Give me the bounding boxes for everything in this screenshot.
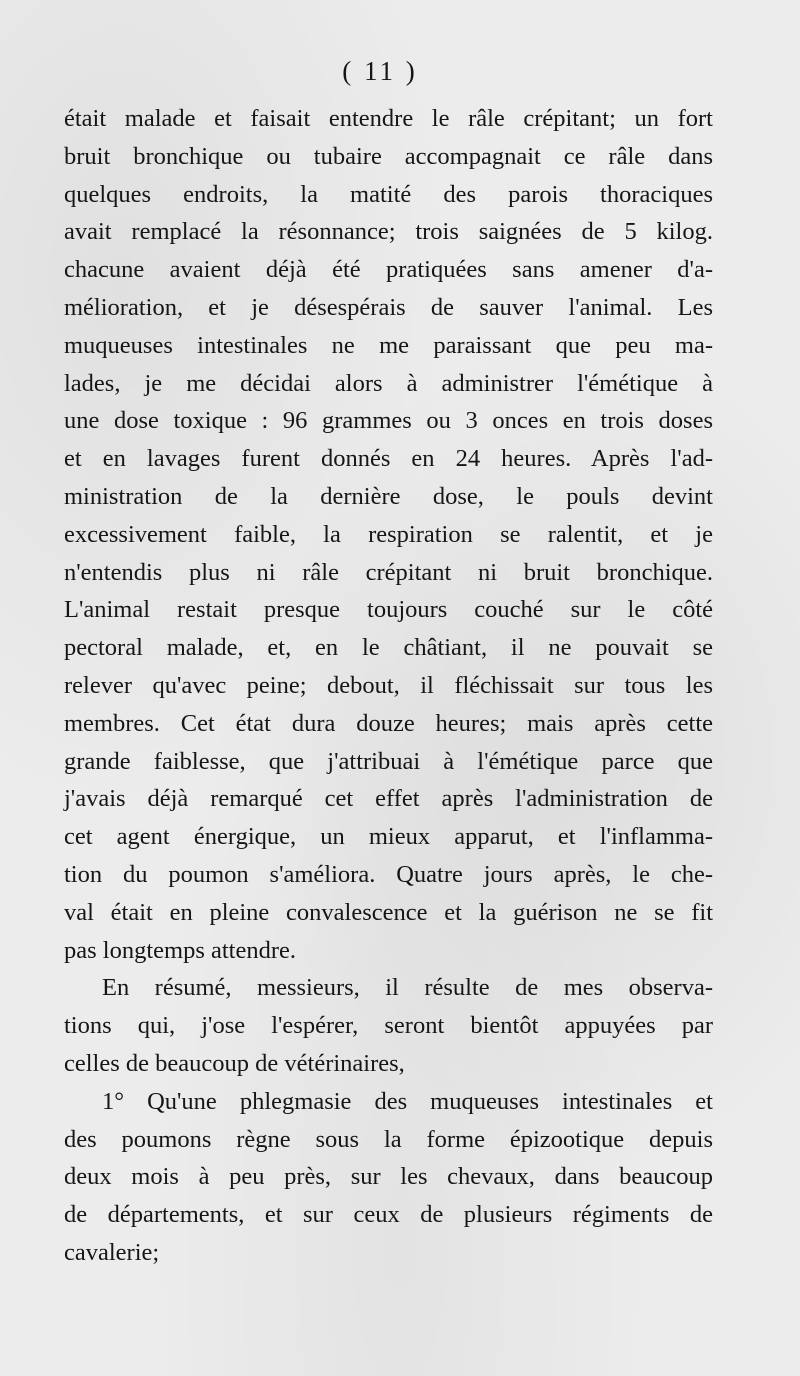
text-line: val était en pleine convalescence et la guérison ne se fit — [64, 898, 713, 926]
text-line: et en lavages furent donnés en 24 heures. Après l'ad- — [64, 445, 713, 473]
text-line: cet agent énergique, un mieux apparut, et l'inflamma- — [64, 823, 713, 851]
text-line: 1° Qu'une phlegmasie des muqueuses intestinales et — [102, 1087, 713, 1115]
text-line: des poumons règne sous la forme épizootique depuis — [64, 1125, 713, 1153]
paragraph-summary — [64, 969, 713, 1082]
text-line: relever qu'avec peine; debout, il fléchissait sur tous les — [64, 671, 713, 699]
text-line: membres. Cet état dura douze heures; mais après cette — [64, 709, 713, 737]
text-line: En résumé, messieurs, il résulte de mes observa- — [102, 974, 713, 1002]
text-line: avait remplacé la résonnance; trois saignées de 5 kilog. — [64, 218, 713, 246]
text-line: celles de beaucoup de vétérinaires, — [64, 1049, 405, 1077]
paragraph-conclusion-1 — [64, 1083, 713, 1272]
text-line: L'animal restait presque toujours couché sur le côté — [64, 596, 713, 624]
page-number: ( 11 ) — [342, 56, 418, 86]
text-line: n'entendis plus ni râle crépitant ni bruit bronchique. — [64, 558, 713, 586]
body-text — [64, 100, 713, 1272]
text-line: une dose toxique : 96 grammes ou 3 onces en trois doses — [64, 407, 713, 435]
text-line: bruit bronchique ou tubaire accompagnait ce râle dans — [64, 142, 713, 170]
text-line: tions qui, j'ose l'espérer, seront bientôt appuyées par — [64, 1012, 713, 1040]
text-line: quelques endroits, la matité des parois thoraciques — [64, 180, 713, 208]
text-line: mélioration, et je désespérais de sauver l'animal. Les — [64, 293, 713, 321]
text-line: pas longtemps attendre. — [64, 936, 297, 964]
text-line: ministration de la dernière dose, le pouls devint — [64, 482, 713, 510]
text-line: pectoral malade, et, en le châtiant, il ne pouvait se — [64, 634, 713, 662]
text-line: de départements, et sur ceux de plusieurs régiments de — [64, 1201, 713, 1229]
text-line: chacune avaient déjà été pratiquées sans amener d'a- — [64, 256, 713, 284]
text-line: grande faiblesse, que j'attribuai à l'émétique parce que — [64, 747, 713, 775]
paragraph-case-report — [64, 100, 713, 969]
text-line: deux mois à peu près, sur les chevaux, dans beaucoup — [64, 1163, 713, 1191]
text-line: excessivement faible, la respiration se ralentit, et je — [64, 520, 713, 548]
text-line: j'avais déjà remarqué cet effet après l'administration de — [64, 785, 713, 813]
text-line: cavalerie; — [64, 1238, 160, 1266]
text-line: était malade et faisait entendre le râle crépitant; un fort — [64, 105, 713, 132]
text-line: muqueuses intestinales ne me paraissant que peu ma- — [64, 331, 713, 359]
text-line: lades, je me décidai alors à administrer l'émétique à — [64, 369, 713, 397]
text-line: tion du poumon s'améliora. Quatre jours après, le che- — [64, 860, 713, 888]
